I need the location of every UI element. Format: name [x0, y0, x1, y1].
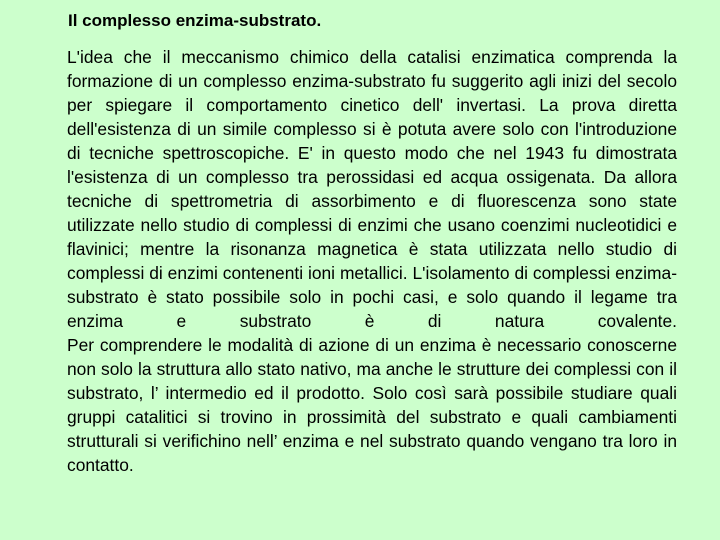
slide-title: Il complesso enzima-substrato.: [68, 11, 322, 30]
slide-body: [67, 45, 677, 477]
paragraph-2: Per comprendere le modalità di azione di un enzima è necessario conoscerne non solo la struttura allo stato nativo, ma anche le strutture dei complessi con il substrato, l’ intermedio ed il prodotto. Solo così sarà possibile studiare quali gruppi catalitici si trovino in prossimità del substrato e quali cambiamenti strutturali si verifichino nell’ enzima e nel substrato quando vengano tra loro in contatto.: [67, 335, 677, 475]
paragraph-1: L'idea che il meccanismo chimico della catalisi enzimatica comprenda la formazione di un complesso enzima-substrato fu suggerito agli inizi del secolo per spiegare il comportamento cinetico dell' invertasi. La prova diretta dell'esistenza di un simile complesso si è potuta avere solo con l'introduzione di tecniche spettroscopiche. E' in questo modo che nel 1943 fu dimostrata l'esistenza di un complesso tra perossidasi ed acqua ossigenata. Da allora tecniche di spettrometria di assorbimento e di fluorescenza sono state utilizzate nello studio di complessi di enzimi che usano coenzimi nucleotidici e flavinici; mentre la risonanza magnetica è stata utilizzata nello studio di complessi di enzimi contenenti ioni metallici. L'isolamento di complessi enzima-substrato è stato possibile solo in pochi casi, e solo quando il legame tra enzima e substrato è di natura covalente.: [67, 47, 677, 331]
